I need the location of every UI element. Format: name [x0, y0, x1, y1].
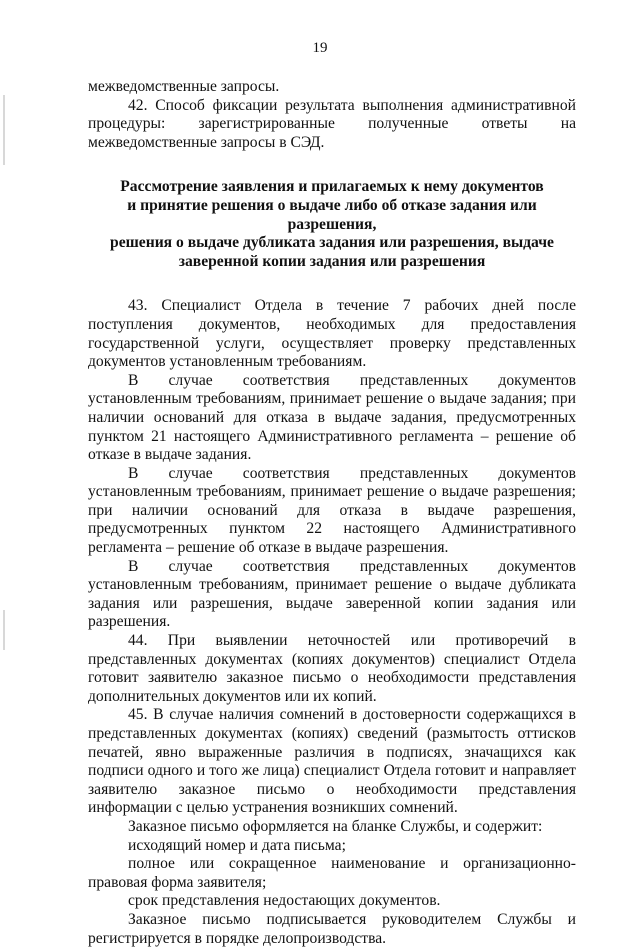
paragraph: В случае соответствия представленных документов установленным требованиям, принимает решение о выдаче дубликата задания или разрешения, выдаче заверенной копии задания или разрешения.: [88, 557, 576, 631]
paragraph: 45. В случае наличия сомнений в достоверности содержащихся в представленных документах (копиях) сведений (размытость оттисков печатей, явно выраженные различия в подписях, значащихся как подписи одного и того же лица) специалист Отдела готовит и направляет заявителю заказное письмо о необходимости представления информации с целью устранения возникших сомнений.: [88, 706, 576, 817]
paragraph: Заказное письмо подписывается руководителем Службы и регистрируется в порядке делопроизводства.: [88, 910, 576, 947]
list-item: срок представления недостающих документов.: [128, 892, 441, 910]
paragraph: В случае соответствия представленных документов установленным требованиям, принимает решение о выдаче разрешения; при наличии оснований для отказа в выдаче разрешения, предусмотренных пунктом 22 настоящего Административного регламента – решение об отказе в выдаче разрешения.: [88, 464, 576, 557]
heading-line: заверенной копии задания или разрешения: [178, 252, 486, 270]
paragraph: межведомственные запросы.: [88, 78, 280, 95]
list-item: исходящий номер и дата письма;: [128, 836, 346, 854]
section-heading: [88, 178, 576, 271]
page-number: 19: [312, 40, 328, 56]
paragraph: В случае соответствия представленных документов установленным требованиям, принимает решение о выдаче задания; при наличии оснований для отказа в выдаче задания, предусмотренных пунктом 21 настоящего Административного регламента – решение об отказе в выдаче задания.: [88, 371, 576, 464]
heading-line: решения о выдаче дубликата задания или разрешения, выдаче: [110, 234, 554, 252]
paragraph: 43. Специалист Отдела в течение 7 рабочих дней после поступления документов, необходимых для предоставления государственной услуги, осуществляет проверку представленных документов установленным требованиям.: [88, 297, 576, 371]
paragraph: Заказное письмо оформляется на бланке Службы, и содержит:: [128, 817, 543, 835]
heading-line: и принятие решения о выдаче либо об отказе задания или разрешения,: [127, 196, 537, 233]
scan-edge-mark: [3, 610, 5, 650]
heading-line: Рассмотрение заявления и прилагаемых к нему документов: [120, 178, 544, 196]
paragraph: 42. Способ фиксации результата выполнения административной процедуры: зарегистрированные полученные ответы на межведомственные запросы в СЭД.: [88, 96, 576, 151]
document-body: [88, 78, 576, 948]
paragraph: 44. При выявлении неточностей или противоречий в представленных документах (копиях документов) специалист Отдела готовит заявителю заказное письмо о необходимости представления дополнительных документов или их копий.: [88, 632, 576, 705]
scan-edge-mark: [3, 95, 5, 165]
list-item: полное или сокращенное наименование и организационно-правовая форма заявителя;: [88, 855, 576, 891]
